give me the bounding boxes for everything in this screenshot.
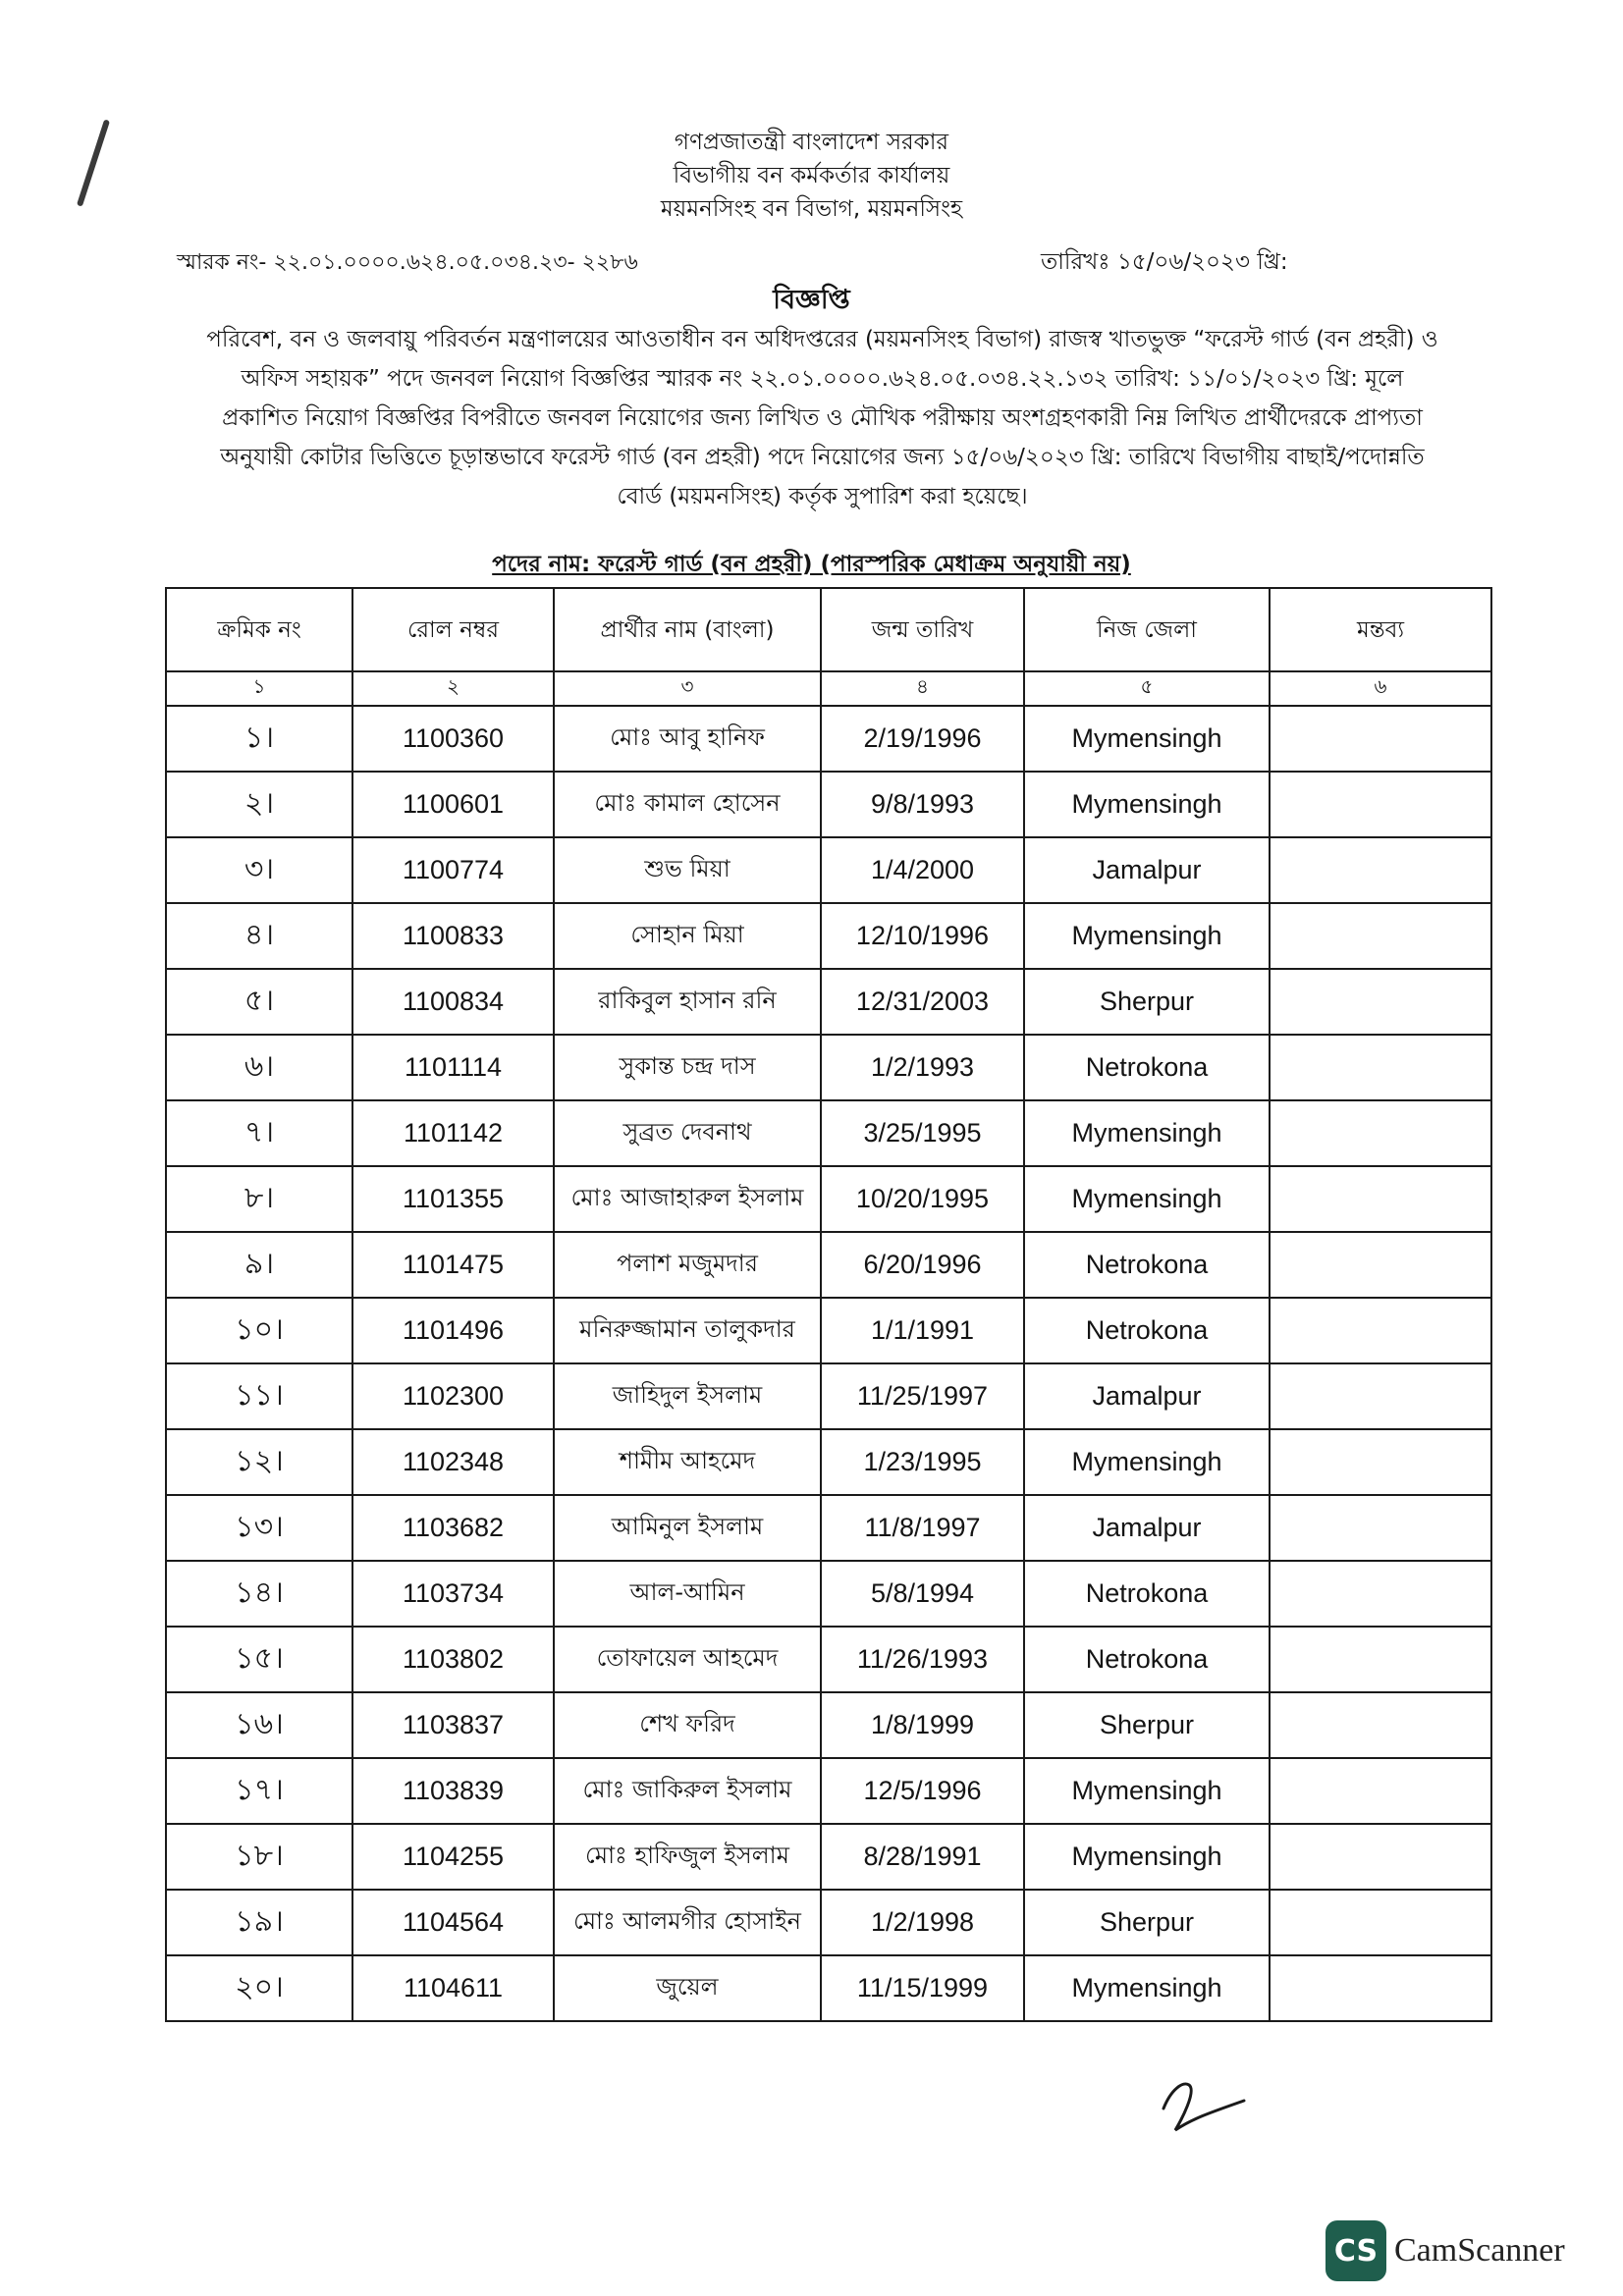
notice-title: বিজ্ঞপ্তি	[773, 285, 850, 315]
header-district: নিজ জেলা	[1024, 588, 1270, 671]
cell-serial: ১৫।	[166, 1627, 352, 1692]
cell-home-district: Netrokona	[1024, 1627, 1270, 1692]
cell-home-district: Sherpur	[1024, 969, 1270, 1035]
table-row	[166, 1824, 1491, 1890]
cell-home-district: Netrokona	[1024, 1561, 1270, 1627]
cell-candidate-name: আমিনুল ইসলাম	[554, 1495, 821, 1561]
cell-serial: ৫।	[166, 969, 352, 1035]
cell-remarks	[1270, 1363, 1491, 1429]
cell-remarks	[1270, 706, 1491, 772]
cell-date-of-birth: 1/4/2000	[821, 837, 1024, 903]
cell-candidate-name: সুকান্ত চন্দ্র দাস	[554, 1035, 821, 1100]
camscanner-logo-icon: CS	[1325, 2220, 1386, 2281]
cell-candidate-name: মনিরুজ্জামান তালুকদার	[554, 1298, 821, 1363]
letterhead	[0, 126, 1623, 226]
cell-date-of-birth: 1/2/1998	[821, 1890, 1024, 1955]
cell-roll-number: 1100360	[352, 706, 554, 772]
cell-home-district: Jamalpur	[1024, 1495, 1270, 1561]
cell-serial: ১০।	[166, 1298, 352, 1363]
table-row	[166, 1692, 1491, 1758]
cell-candidate-name: পলাশ মজুমদার	[554, 1232, 821, 1298]
cell-home-district: Mymensingh	[1024, 1166, 1270, 1232]
cell-home-district: Mymensingh	[1024, 706, 1270, 772]
cell-date-of-birth: 1/2/1993	[821, 1035, 1024, 1100]
camscanner-watermark	[1325, 2220, 1565, 2281]
cell-home-district: Jamalpur	[1024, 1363, 1270, 1429]
cell-remarks	[1270, 1035, 1491, 1100]
cell-serial: ৩।	[166, 837, 352, 903]
cell-roll-number: 1100834	[352, 969, 554, 1035]
post-title: পদের নাম: ফরেস্ট গার্ড (বন প্রহরী) (পারস্পরিক মেধাক্রম অনুযায়ী নয়)	[492, 552, 1131, 577]
cell-remarks	[1270, 837, 1491, 903]
cell-remarks	[1270, 1166, 1491, 1232]
cell-candidate-name: জাহিদুল ইসলাম	[554, 1363, 821, 1429]
issue-date: তারিখঃ ১৫/০৬/২০২৩ খ্রি:	[1041, 249, 1288, 275]
cell-candidate-name: মোঃ আলমগীর হোসাইন	[554, 1890, 821, 1955]
cell-date-of-birth: 12/31/2003	[821, 969, 1024, 1035]
cell-serial: ১৩।	[166, 1495, 352, 1561]
cell-candidate-name: তোফায়েল আহমেদ	[554, 1627, 821, 1692]
table-row	[166, 772, 1491, 837]
letterhead-government: গণপ্রজাতন্ত্রী বাংলাদেশ সরকার	[674, 130, 949, 155]
cell-serial: ৮।	[166, 1166, 352, 1232]
cell-remarks	[1270, 772, 1491, 837]
notice-body: পরিবেশ, বন ও জলবায়ু পরিবর্তন মন্ত্রণালয়ের আওতাধীন বন অধিদপ্তরের (ময়মনসিংহ বিভাগ) রাজস্ব খাতভুক্ত “ফরেস্ট গার্ড (বন প্রহরী) ও অফিস সহায়ক” পদে জনবল নিয়োগ বিজ্ঞপ্তির স্মারক নং ২২.০১.০০০০.৬২৪.০৫.০৩৪.২২.১৩২ তারিখ: ১১/০১/২০২৩ খ্রি: মূলে প্রকাশিত নিয়োগ বিজ্ঞপ্তির বিপরীতে জনবল নিয়োগের জন্য লিখিত ও মৌখিক পরীক্ষায় অংশগ্রহণকারী নিম্ন লিখিত প্রার্থীদেরকে প্রাপ্যতা অনুযায়ী কোটার ভিত্তিতে চূড়ান্তভাবে ফরেস্ট গার্ড (বন প্রহরী) পদে নিয়োগের জন্য ১৫/০৬/২০২৩ খ্রি: তারিখে বিভাগীয় বাছাই/পদোন্নতি বোর্ড (ময়মনসিংহ) কর্তৃক সুপারিশ করা হয়েছে।	[206, 327, 1438, 509]
letterhead-office: বিভাগীয় বন কর্মকর্তার কার্যালয়	[673, 163, 950, 188]
camscanner-name: CamScanner	[1394, 2232, 1565, 2269]
cell-candidate-name: মোঃ জাকিরুল ইসলাম	[554, 1758, 821, 1824]
cell-roll-number: 1102348	[352, 1429, 554, 1495]
cell-serial: ১৯।	[166, 1890, 352, 1955]
cell-date-of-birth: 12/5/1996	[821, 1758, 1024, 1824]
cell-date-of-birth: 1/1/1991	[821, 1298, 1024, 1363]
header-serial: ক্রমিক নং	[166, 588, 352, 671]
cell-roll-number: 1101142	[352, 1100, 554, 1166]
cell-home-district: Netrokona	[1024, 1035, 1270, 1100]
column-number: ২	[352, 671, 554, 706]
cell-date-of-birth: 1/23/1995	[821, 1429, 1024, 1495]
cell-serial: ২০।	[166, 1955, 352, 2021]
cell-roll-number: 1103802	[352, 1627, 554, 1692]
cell-remarks	[1270, 1692, 1491, 1758]
cell-date-of-birth: 11/8/1997	[821, 1495, 1024, 1561]
table-row	[166, 1955, 1491, 2021]
cell-remarks	[1270, 1100, 1491, 1166]
cell-roll-number: 1101496	[352, 1298, 554, 1363]
cell-date-of-birth: 11/26/1993	[821, 1627, 1024, 1692]
letterhead-division: ময়মনসিংহ বন বিভাগ, ময়মনসিংহ	[660, 196, 963, 222]
column-number: ৪	[821, 671, 1024, 706]
cell-remarks	[1270, 1824, 1491, 1890]
cell-candidate-name: শেখ ফরিদ	[554, 1692, 821, 1758]
cell-candidate-name: মোঃ কামাল হোসেন	[554, 772, 821, 837]
cell-home-district: Netrokona	[1024, 1298, 1270, 1363]
table-row	[166, 1232, 1491, 1298]
cell-serial: ৭।	[166, 1100, 352, 1166]
column-number: ১	[166, 671, 352, 706]
cell-remarks	[1270, 1561, 1491, 1627]
cell-home-district: Mymensingh	[1024, 903, 1270, 969]
cell-remarks	[1270, 1298, 1491, 1363]
table-row	[166, 1363, 1491, 1429]
candidate-table	[165, 587, 1492, 2022]
cell-date-of-birth: 3/25/1995	[821, 1100, 1024, 1166]
cell-roll-number: 1101355	[352, 1166, 554, 1232]
cell-date-of-birth: 9/8/1993	[821, 772, 1024, 837]
cell-date-of-birth: 12/10/1996	[821, 903, 1024, 969]
column-number: ৫	[1024, 671, 1270, 706]
cell-date-of-birth: 1/8/1999	[821, 1692, 1024, 1758]
memo-number: স্মারক নং- ২২.০১.০০০০.৬২৪.০৫.০৩৪.২৩- ২২৮৬	[177, 250, 638, 275]
cell-roll-number: 1104564	[352, 1890, 554, 1955]
cell-roll-number: 1104611	[352, 1955, 554, 2021]
cell-remarks	[1270, 1495, 1491, 1561]
table-row	[166, 1561, 1491, 1627]
table-row	[166, 706, 1491, 772]
cell-home-district: Mymensingh	[1024, 1955, 1270, 2021]
cell-candidate-name: সোহান মিয়া	[554, 903, 821, 969]
table-row	[166, 969, 1491, 1035]
header-name: প্রার্থীর নাম (বাংলা)	[554, 588, 821, 671]
cell-home-district: Sherpur	[1024, 1890, 1270, 1955]
table-row	[166, 1890, 1491, 1955]
cell-home-district: Jamalpur	[1024, 837, 1270, 903]
table-row	[166, 1429, 1491, 1495]
signature-mark	[1154, 2071, 1262, 2140]
cell-date-of-birth: 11/25/1997	[821, 1363, 1024, 1429]
table-row	[166, 1166, 1491, 1232]
cell-remarks	[1270, 969, 1491, 1035]
cell-candidate-name: মোঃ আবু হানিফ	[554, 706, 821, 772]
cell-home-district: Netrokona	[1024, 1232, 1270, 1298]
table-row	[166, 1758, 1491, 1824]
cell-serial: ১৪।	[166, 1561, 352, 1627]
cell-home-district: Mymensingh	[1024, 1100, 1270, 1166]
cell-home-district: Mymensingh	[1024, 1429, 1270, 1495]
cell-home-district: Mymensingh	[1024, 1758, 1270, 1824]
table-row	[166, 1035, 1491, 1100]
cell-serial: ৯।	[166, 1232, 352, 1298]
cell-date-of-birth: 6/20/1996	[821, 1232, 1024, 1298]
cell-candidate-name: আল-আমিন	[554, 1561, 821, 1627]
cell-remarks	[1270, 1627, 1491, 1692]
cell-date-of-birth: 11/15/1999	[821, 1955, 1024, 2021]
cell-candidate-name: মোঃ হাফিজুল ইসলাম	[554, 1824, 821, 1890]
table-row	[166, 1100, 1491, 1166]
table-row	[166, 837, 1491, 903]
cell-roll-number: 1100774	[352, 837, 554, 903]
cell-roll-number: 1102300	[352, 1363, 554, 1429]
header-dob: জন্ম তারিখ	[821, 588, 1024, 671]
cell-date-of-birth: 8/28/1991	[821, 1824, 1024, 1890]
cell-date-of-birth: 5/8/1994	[821, 1561, 1024, 1627]
header-remarks: মন্তব্য	[1270, 588, 1491, 671]
cell-date-of-birth: 10/20/1995	[821, 1166, 1024, 1232]
cell-remarks	[1270, 1232, 1491, 1298]
cell-roll-number: 1100601	[352, 772, 554, 837]
cell-roll-number: 1103734	[352, 1561, 554, 1627]
cell-roll-number: 1101114	[352, 1035, 554, 1100]
cell-home-district: Mymensingh	[1024, 1824, 1270, 1890]
cell-date-of-birth: 2/19/1996	[821, 706, 1024, 772]
cell-serial: ১৬।	[166, 1692, 352, 1758]
cell-remarks	[1270, 1429, 1491, 1495]
cell-candidate-name: শামীম আহমেদ	[554, 1429, 821, 1495]
column-number: ৬	[1270, 671, 1491, 706]
cell-candidate-name: মোঃ আজাহারুল ইসলাম	[554, 1166, 821, 1232]
column-number: ৩	[554, 671, 821, 706]
cell-home-district: Sherpur	[1024, 1692, 1270, 1758]
cell-home-district: Mymensingh	[1024, 772, 1270, 837]
cell-roll-number: 1100833	[352, 903, 554, 969]
table-header-row	[166, 588, 1491, 671]
cell-serial: ৪।	[166, 903, 352, 969]
table-row	[166, 1627, 1491, 1692]
header-roll: রোল নম্বর	[352, 588, 554, 671]
cell-roll-number: 1104255	[352, 1824, 554, 1890]
cell-serial: ১২।	[166, 1429, 352, 1495]
cell-serial: ১১।	[166, 1363, 352, 1429]
table-row	[166, 1298, 1491, 1363]
cell-serial: ১।	[166, 706, 352, 772]
cell-remarks	[1270, 903, 1491, 969]
cell-candidate-name: জুয়েল	[554, 1955, 821, 2021]
cell-roll-number: 1103837	[352, 1692, 554, 1758]
cell-remarks	[1270, 1955, 1491, 2021]
cell-roll-number: 1101475	[352, 1232, 554, 1298]
cell-roll-number: 1103839	[352, 1758, 554, 1824]
cell-serial: ৬।	[166, 1035, 352, 1100]
cell-serial: ২।	[166, 772, 352, 837]
table-body	[166, 706, 1491, 2021]
table-column-number-row	[166, 671, 1491, 706]
cell-remarks	[1270, 1758, 1491, 1824]
cell-candidate-name: রাকিবুল হাসান রনি	[554, 969, 821, 1035]
cell-serial: ১৮।	[166, 1824, 352, 1890]
cell-serial: ১৭।	[166, 1758, 352, 1824]
cell-candidate-name: সুব্রত দেবনাথ	[554, 1100, 821, 1166]
table-row	[166, 903, 1491, 969]
cell-roll-number: 1103682	[352, 1495, 554, 1561]
table-row	[166, 1495, 1491, 1561]
cell-remarks	[1270, 1890, 1491, 1955]
cell-candidate-name: শুভ মিয়া	[554, 837, 821, 903]
